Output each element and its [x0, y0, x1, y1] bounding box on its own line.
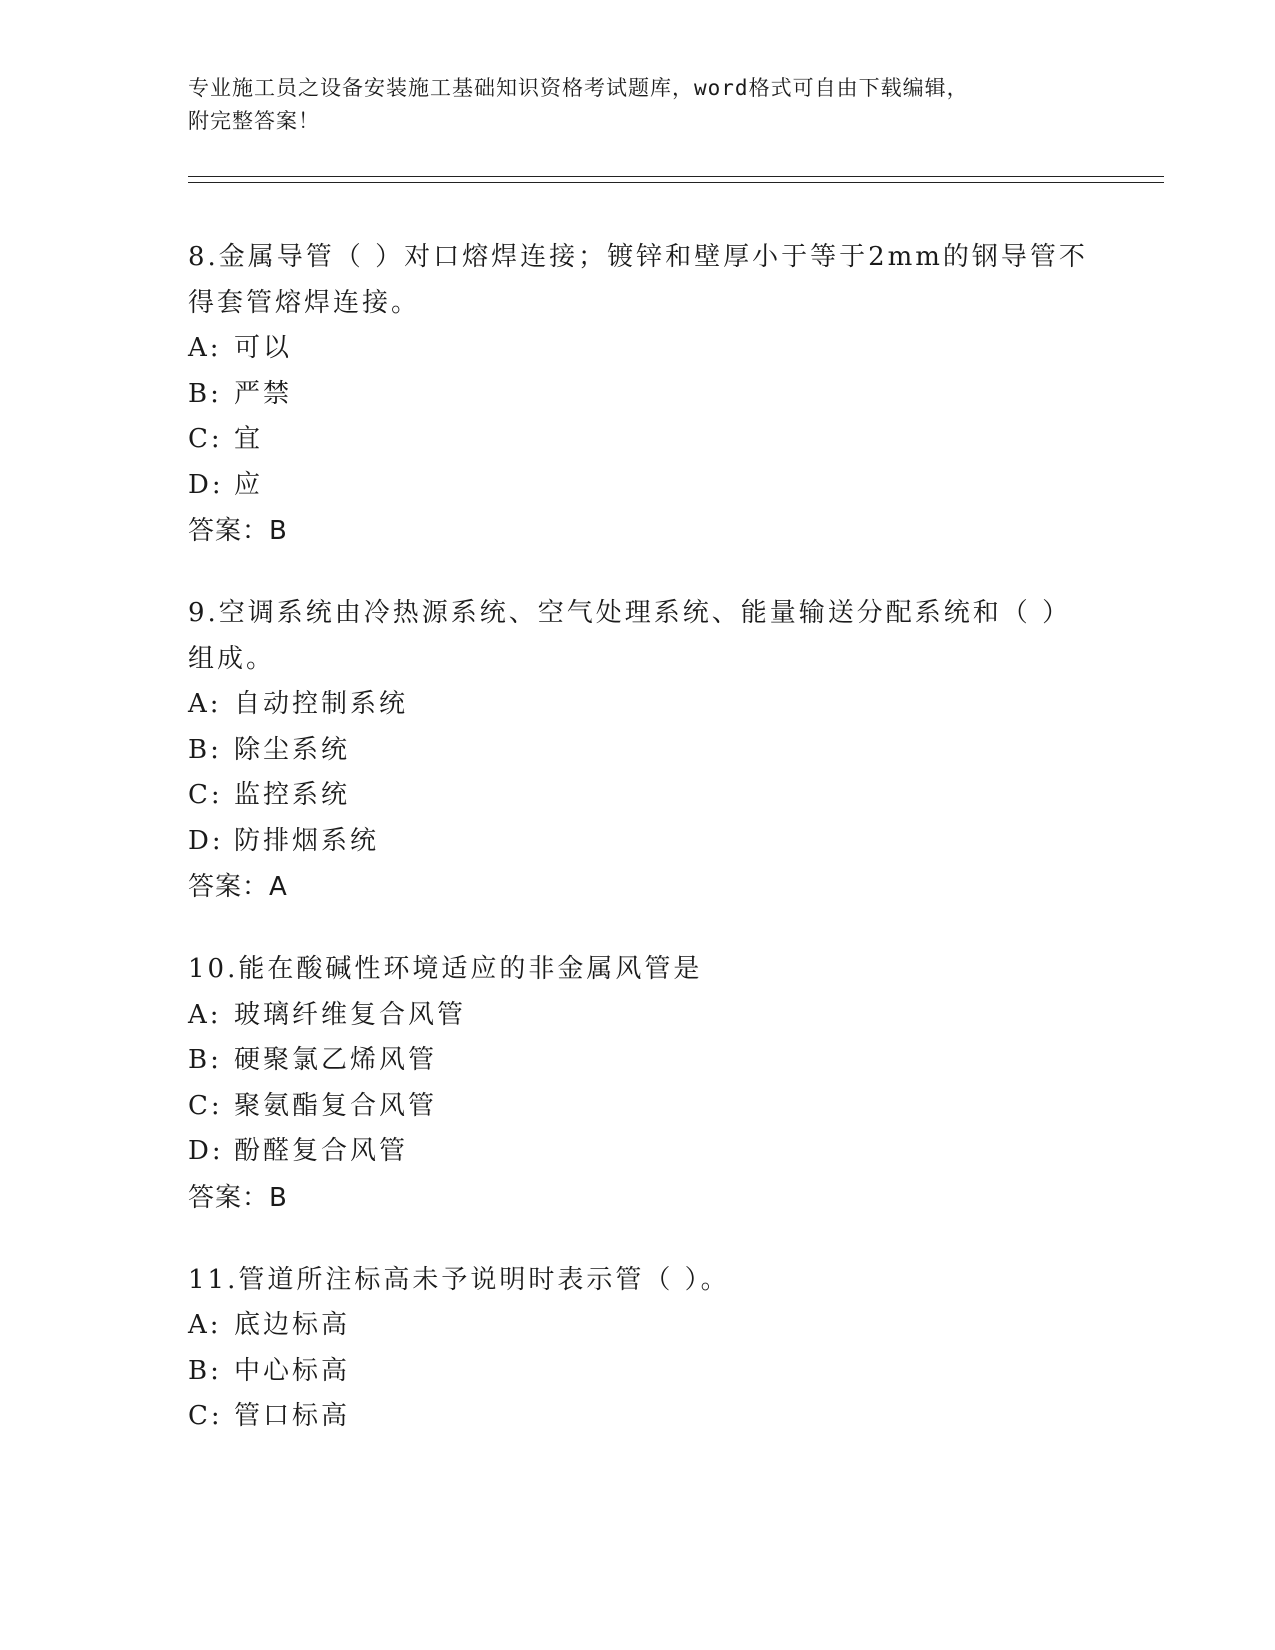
answer-line: 答案：B	[188, 516, 288, 546]
option-text: 除尘系统	[234, 734, 351, 765]
option-letter: B:	[188, 734, 222, 765]
option-text: 可以	[234, 333, 293, 363]
option-a	[188, 1303, 1088, 1349]
option-letter: A:	[188, 1310, 222, 1340]
option-letter: B:	[188, 1355, 222, 1386]
option-b	[188, 728, 1088, 774]
header-rule-bottom	[188, 182, 1164, 183]
option-text: 管口标高	[234, 1401, 351, 1431]
option-b	[188, 1349, 1088, 1395]
option-letter: A:	[188, 999, 222, 1030]
option-letter: C:	[188, 780, 223, 810]
option-letter: C:	[188, 424, 223, 454]
option-text: 聚氨酯复合风管	[234, 1090, 438, 1121]
header-line-1: 专业施工员之设备安装施工基础知识资格考试题库，word格式可自由下载编辑，	[188, 76, 969, 100]
question-stem-line: 8.金属导管（ ）对口熔焊连接；镀锌和壁厚小于等于2mm的钢导管不	[188, 242, 1088, 272]
option-letter: A:	[188, 689, 222, 719]
document-header	[188, 72, 1088, 138]
option-text: 自动控制系统	[234, 689, 409, 719]
question-8	[188, 235, 1088, 554]
question-list	[188, 235, 1088, 1477]
option-c	[188, 1394, 1088, 1440]
question-stem-line: 得套管熔焊连接。	[188, 287, 421, 318]
answer-line: 答案：B	[188, 1182, 288, 1213]
option-b	[188, 372, 1088, 418]
option-letter: A:	[188, 333, 222, 363]
option-text: 玻璃纤维复合风管	[234, 999, 467, 1030]
question-9	[188, 591, 1088, 910]
header-rule-top	[188, 176, 1164, 177]
option-letter: B:	[188, 378, 222, 409]
option-a	[188, 993, 1088, 1039]
question-stem-line: 组成。	[188, 643, 276, 674]
option-d	[188, 1129, 1088, 1175]
option-a	[188, 682, 1088, 728]
option-text: 宜	[234, 424, 264, 454]
option-text: 硬聚氯乙烯风管	[234, 1045, 438, 1075]
option-d	[188, 463, 1088, 509]
option-letter: D:	[188, 469, 224, 500]
question-stem-line: 9.空调系统由冷热源系统、空气处理系统、能量输送分配系统和（ ）	[188, 598, 1072, 628]
answer-line: 答案：A	[188, 872, 288, 902]
option-letter: B:	[188, 1045, 222, 1075]
option-text: 酚醛复合风管	[234, 1136, 409, 1166]
option-a	[188, 326, 1088, 372]
option-c	[188, 417, 1088, 463]
option-letter: C:	[188, 1401, 223, 1431]
option-d	[188, 819, 1088, 865]
option-c	[188, 1084, 1088, 1130]
question-10	[188, 947, 1088, 1221]
option-text: 防排烟系统	[234, 825, 380, 856]
option-text: 中心标高	[234, 1355, 351, 1386]
option-c	[188, 773, 1088, 819]
option-letter: D:	[188, 825, 224, 856]
question-stem-line: 10.能在酸碱性环境适应的非金属风管是	[188, 954, 703, 984]
question-11	[188, 1258, 1088, 1440]
option-letter: D:	[188, 1136, 224, 1166]
option-letter: C:	[188, 1090, 223, 1121]
option-text: 底边标高	[234, 1310, 351, 1340]
option-b	[188, 1038, 1088, 1084]
option-text: 应	[234, 469, 264, 500]
option-text: 严禁	[234, 378, 293, 409]
question-stem-line: 11.管道所注标高未予说明时表示管（ ）。	[188, 1264, 730, 1295]
option-text: 监控系统	[234, 780, 351, 810]
header-line-2: 附完整答案！	[188, 109, 320, 133]
